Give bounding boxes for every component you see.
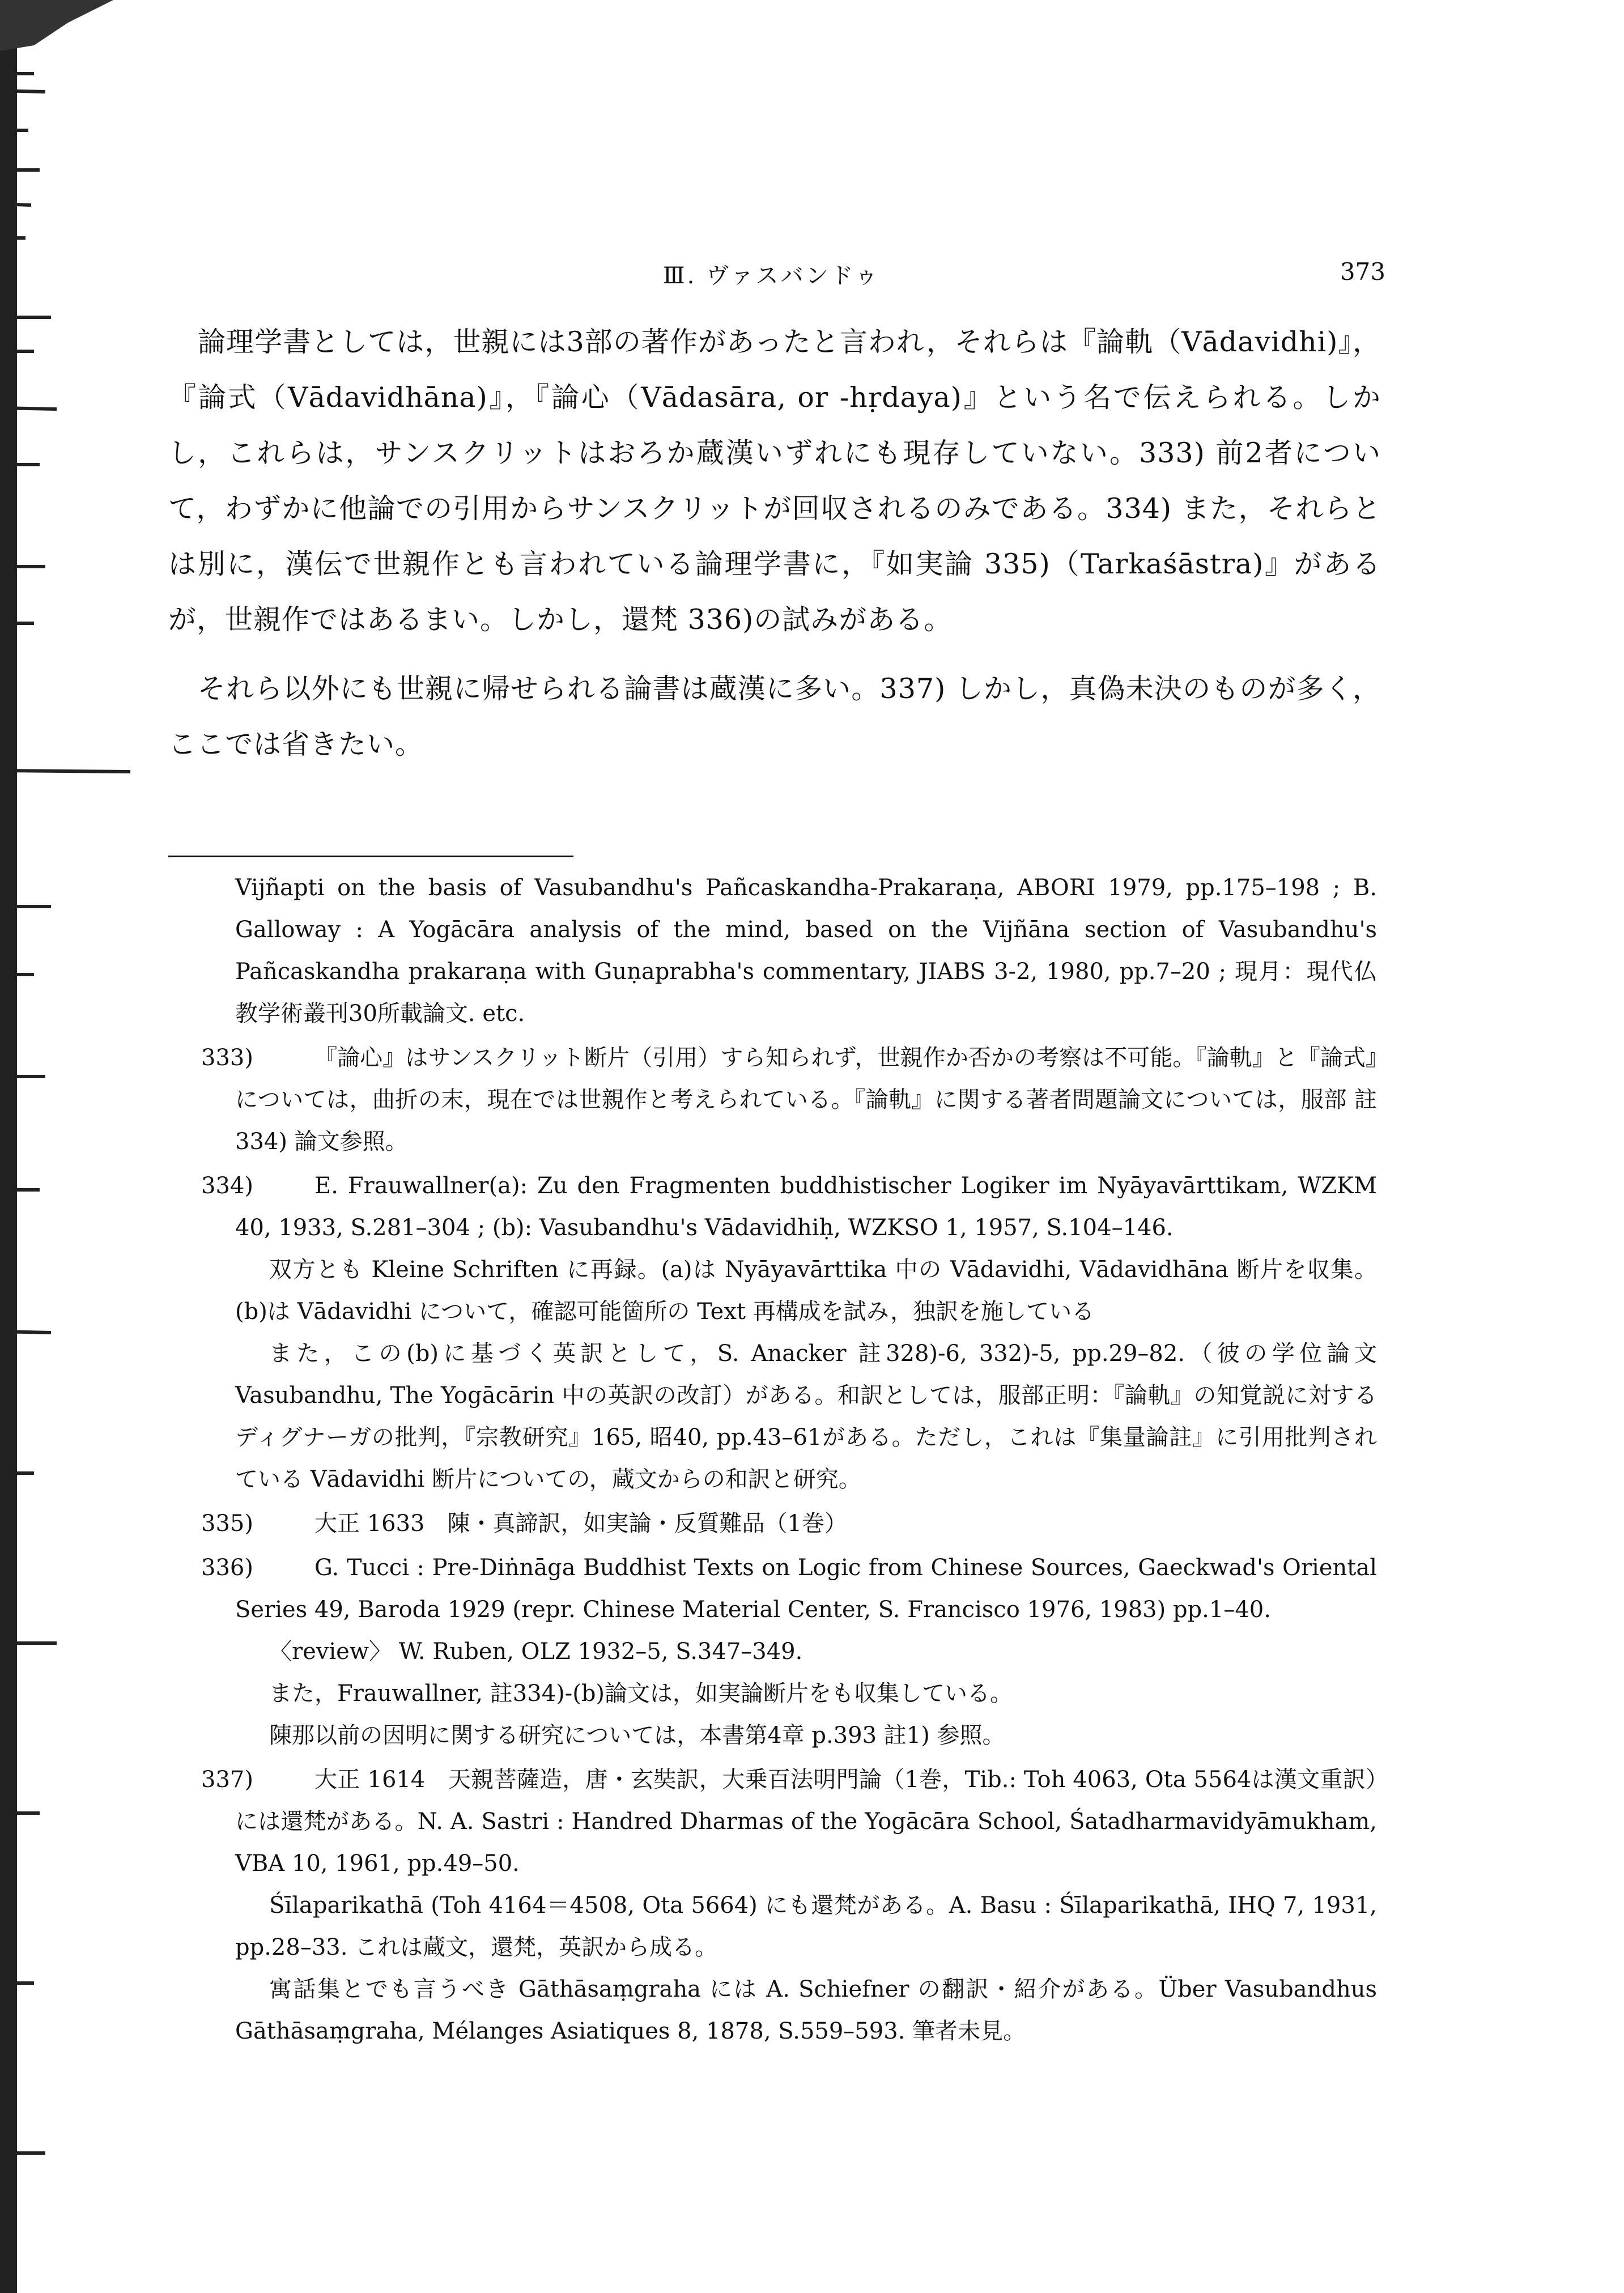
footnote-text: 〈review〉 W. Ruben, OLZ 1932–5, S.347–349.: [269, 1639, 803, 1665]
footnote-number: 333): [201, 1045, 253, 1071]
footnote-text: 双方とも Kleine Schriften に再録。(a)は Nyāyavārttika 中の Vādavidhi, Vādavidhāna 断片を収集。(b)は Vādavidhi について，確認可能箇所の Text 再構成を試み，独訳を施している: [235, 1257, 1377, 1325]
footnote-text: E. Frauwallner(a): Zu den Fragmenten buddhistischer Logiker im Nyāyavārttikam, WZKM 40, 1933, S.281–304 ; (b): Vasubandhu's Vādavidhiḥ, WZKSO 1, 1957, S.104–146.: [235, 1173, 1377, 1241]
main-text: [168, 314, 1381, 772]
footnote-text: Śīlaparikathā (Toh 4164＝4508, Ota 5664) にも還梵がある。A. Basu : Śīlaparikathā, IHQ 7, 1931, pp.28–33. これは蔵文，還梵，英訳から成る。: [235, 1892, 1377, 1960]
footnote-text: 寓話集とでも言うべき Gāthāsaṃgraha には A. Schiefner の翻訳・紹介がある。Über Vasubandhus Gāthāsaṃgraha, Mélanges Asiatiques 8, 1878, S.559–593. 筆者未見。: [235, 1976, 1377, 2044]
footnote-number: 337): [201, 1767, 253, 1793]
footnote-number: 336): [201, 1555, 253, 1581]
footnote-336: [201, 1547, 1377, 1756]
footnote-335: [201, 1503, 1377, 1545]
footnote-text: G. Tucci : Pre-Diṅnāga Buddhist Texts on Logic from Chinese Sources, Gaeckwad's Oriental Series 49, Baroda 1929 (repr. Chinese Material Center, S. Francisco 1976, 1983) pp.1–40.: [235, 1555, 1377, 1623]
footnote-333: [201, 1037, 1377, 1163]
footnotes: [201, 867, 1377, 2054]
footnote-text: 大正 1614 天親菩薩造，唐・玄奘訳，大乗百法明門論（1巻，Tib.: Toh 4063, Ota 5564は漢文重訳）には還梵がある。N. A. Sastri : Handred Dharmas of the Yogācāra School, Śatadharmavidyāmukham, VBA 10, 1961, pp.49–50.: [235, 1767, 1377, 1877]
body-paragraph-1: 論理学書としては，世親には3部の著作があったと言われ，それらは『論軌（Vādavidhi)』，『論式（Vādavidhāna)』，『論心（Vādasāra, or -hṛdaya)』という名で伝えられる。しかし，これらは，サンスクリットはおろか蔵漢いずれにも現存していない。333) 前2者について，わずかに他論での引用からサンスクリットが回収されるのみである。334) また，それらとは別に，漢伝で世親作とも言われている論理学書に，『如実論 335)（Tarkaśāstra)』があるが，世親作ではあるまい。しかし，還梵 336)の試みがある。: [168, 326, 1381, 636]
footnote-text: また，Frauwallner, 註334)-(b)論文は，如実論断片をも収集している。: [269, 1681, 1013, 1707]
body-paragraph-2: それら以外にも世親に帰せられる論書は蔵漢に多い。337) しかし，真偽未決のものが多く，ここでは省きたい。: [168, 673, 1381, 760]
page-number: 373: [1340, 258, 1385, 286]
footnote-text: 陳那以前の因明に関する研究については，本書第4章 p.393 註1) 参照。: [269, 1722, 1005, 1749]
footnote-text: 『論心』はサンスクリット断片（引用）すら知られず，世親作か否かの考察は不可能。『論軌』と『論式』については，曲折の末，現在では世親作と考えられている。『論軌』に関する著者問題論文については，服部 註334) 論文参照。: [235, 1045, 1377, 1155]
footnote-337: [201, 1759, 1377, 2052]
footnote-number: 335): [201, 1511, 253, 1537]
footnote-continuation: Vijñapti on the basis of Vasubandhu's Pañcaskandha-Prakaraṇa, ABORI 1979, pp.175–198 ; B. Galloway : A Yogācāra analysis of the mind, based on the Vijñāna section of Vasubandhu's Pañcaskandha prakaraṇa with Guṇaprabha's commentary, JIABS 3-2, 1980, pp.7–20 ; 現月：現代仏教学術叢刊30所載論文. etc.: [235, 875, 1377, 1027]
footnote-rule: [168, 856, 573, 857]
footnote-number: 334): [201, 1173, 253, 1199]
page-header: [663, 258, 1385, 292]
footnote-334: [201, 1165, 1377, 1500]
chapter-title: Ⅲ. ヴァスバンドゥ: [663, 263, 880, 289]
footnote-text: 大正 1633 陳・真諦訳，如実論・反質難品（1巻）: [314, 1511, 847, 1537]
footnote-text: また，この(b)に基づく英訳として，S. Anacker 註328)-6, 332)-5, pp.29–82.（彼の学位論文 Vasubandhu, The Yogācārin 中の英訳の改訂）がある。和訳としては，服部正明：『論軌』の知覚説に対するディグナーガの批判，『宗教研究』165, 昭40, pp.43–61がある。ただし，これは『集量論註』に引用批判されている Vādavidhi 断片についての，蔵文からの和訳と研究。: [235, 1341, 1377, 1492]
